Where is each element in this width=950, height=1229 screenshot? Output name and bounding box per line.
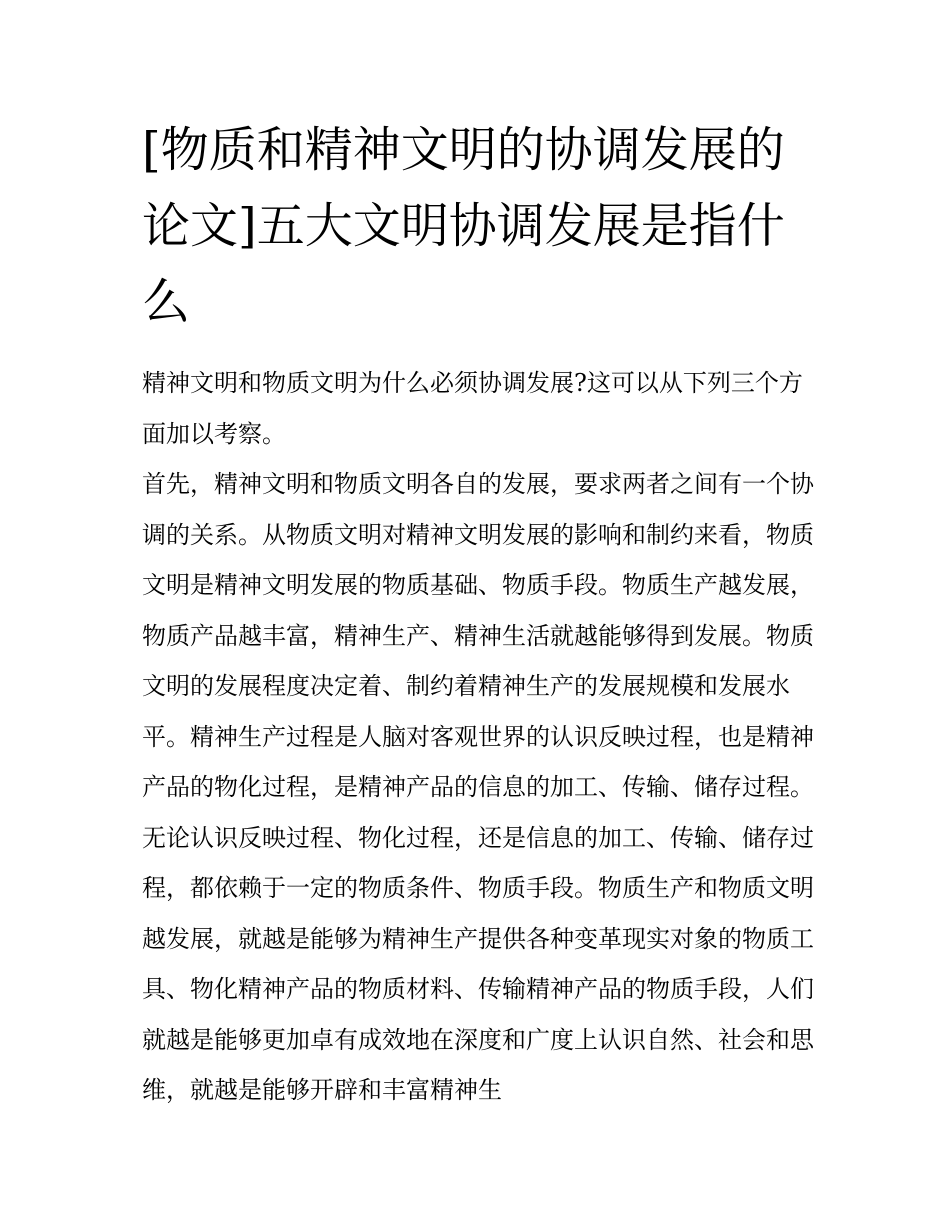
paragraph-first-point: 首先，精神文明和物质文明各自的发展，要求两者之间有一个协调的关系。从物质文明对精神文明发展的影响和制约来看，物质文明是精神文明发展的物质基础、物质手段。物质生产越发展，物质产品越丰富，精神生产、精神生活就越能够得到发展。物质文明的发展程度决定着、制约着精神生产的发展规模和发展水平。精神生产过程是人脑对客观世界的认识反映过程，也是精神产品的物化过程，是精神产品的信息的加工、传输、储存过程。无论认识反映过程、物化过程，还是信息的加工、传输、储存过程，都依赖于一定的物质条件、物质手段。物质生产和物质文明越发展，就越是能够为精神生产提供各种变革现实对象的物质工具、物化精神产品的物质材料、传输精神产品的物质手段，人们就越是能够更加卓有成效地在深度和广度上认识自然、社会和思维，就越是能够开辟和丰富精神生 [142, 470, 814, 1104]
document-title: [物质和精神文明的协调发展的论文]五大文明协调发展是指什么 [142, 122, 785, 330]
paragraph-intro: 精神文明和物质文明为什么必须协调发展?这可以从下列三个方面加以考察。 [142, 369, 803, 448]
document-body [142, 358, 814, 1116]
